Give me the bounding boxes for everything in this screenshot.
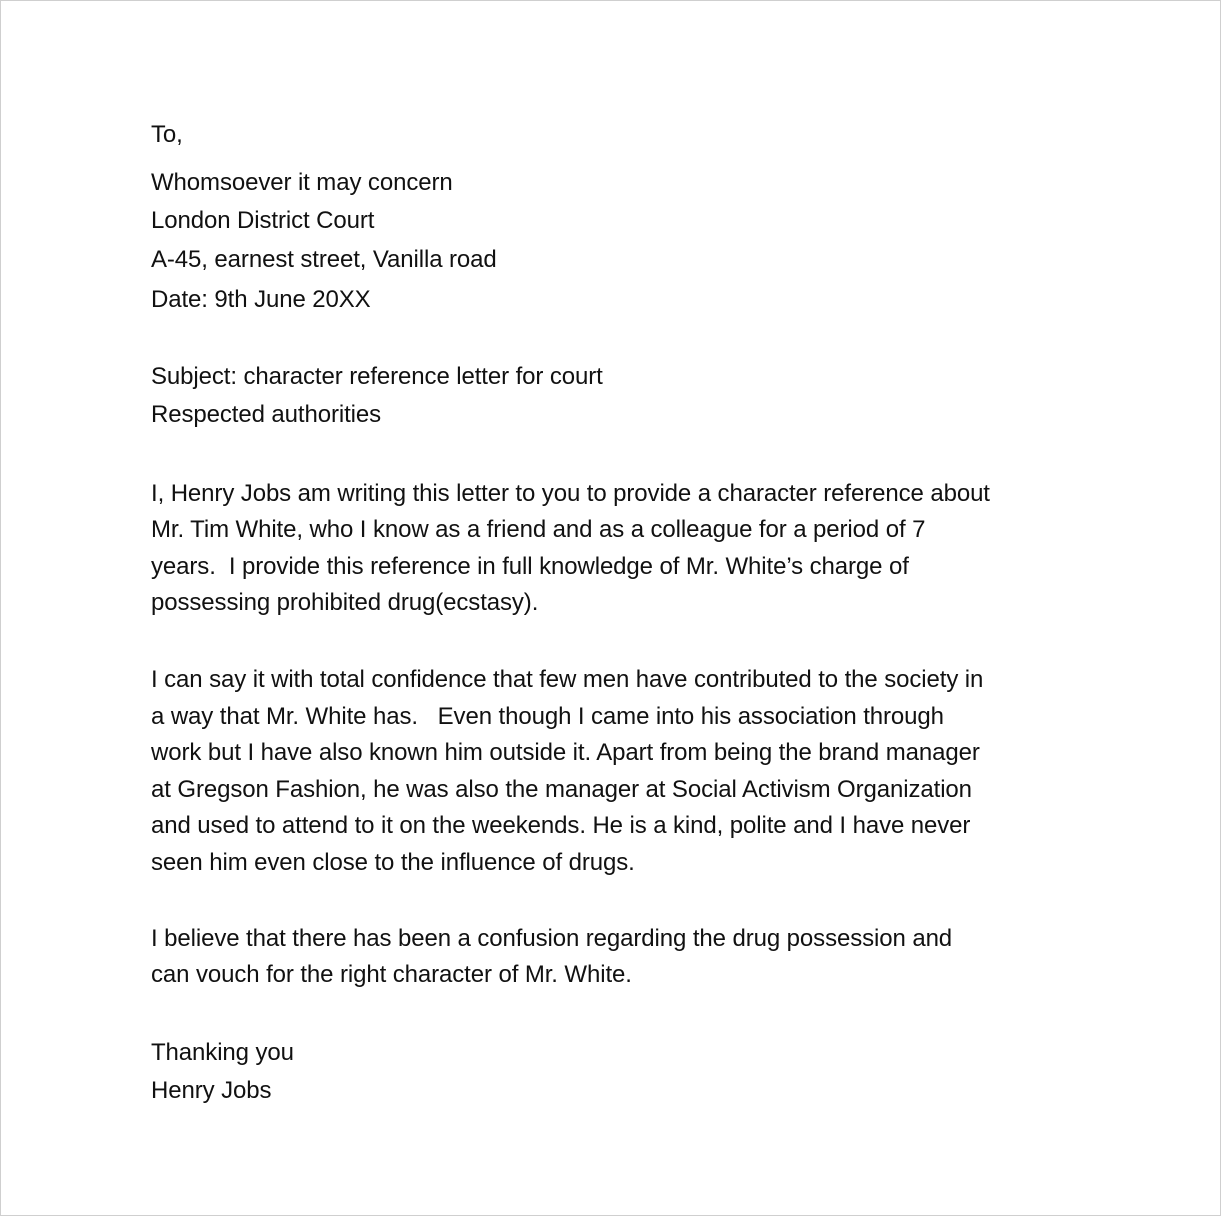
- subject-line: Subject: character reference letter for court: [151, 363, 603, 390]
- paragraph-2-line: I can say it with total confidence that few men have contributed to the society in: [151, 666, 984, 693]
- paragraph-3-line: I believe that there has been a confusion regarding the drug possession and: [151, 925, 953, 952]
- salutation: To,: [151, 121, 183, 148]
- paragraph-1: [151, 479, 1096, 625]
- paragraph-2-line: work but I have also known him outside it. Apart from being the brand manager: [151, 739, 980, 766]
- paragraph-3: [151, 924, 1096, 997]
- paragraph-2-line: seen him even close to the influence of drugs.: [151, 848, 635, 876]
- paragraph-2: [151, 665, 1096, 884]
- paragraph-1-line: possessing prohibited drug(ecstasy).: [151, 589, 539, 617]
- greeting: Respected authorities: [151, 401, 382, 428]
- paragraph-2-line: at Gregson Fashion, he was also the manager at Social Activism Organization: [151, 775, 972, 803]
- paragraph-2-line: and used to attend to it on the weekends. He is a kind, polite and I have never: [151, 812, 971, 839]
- letter-date: Date: 9th June 20XX: [151, 286, 371, 313]
- recipient-address: A-45, earnest street, Vanilla road: [151, 246, 497, 273]
- paragraph-1-line: years. I provide this reference in full knowledge of Mr. White’s charge of: [151, 552, 909, 580]
- closing: Thanking you: [151, 1039, 294, 1066]
- paragraph-2-line: a way that Mr. White has. Even though I came into his association through: [151, 702, 944, 730]
- paragraph-3-line: can vouch for the right character of Mr. White.: [151, 961, 632, 989]
- recipient-line-1: Whomsoever it may concern: [151, 169, 453, 196]
- recipient-court: London District Court: [151, 207, 375, 234]
- signature: Henry Jobs: [151, 1077, 272, 1104]
- paragraph-1-line: I, Henry Jobs am writing this letter to you to provide a character reference about: [151, 480, 990, 507]
- paragraph-1-line: Mr. Tim White, who I know as a friend and as a colleague for a period of 7: [151, 516, 926, 544]
